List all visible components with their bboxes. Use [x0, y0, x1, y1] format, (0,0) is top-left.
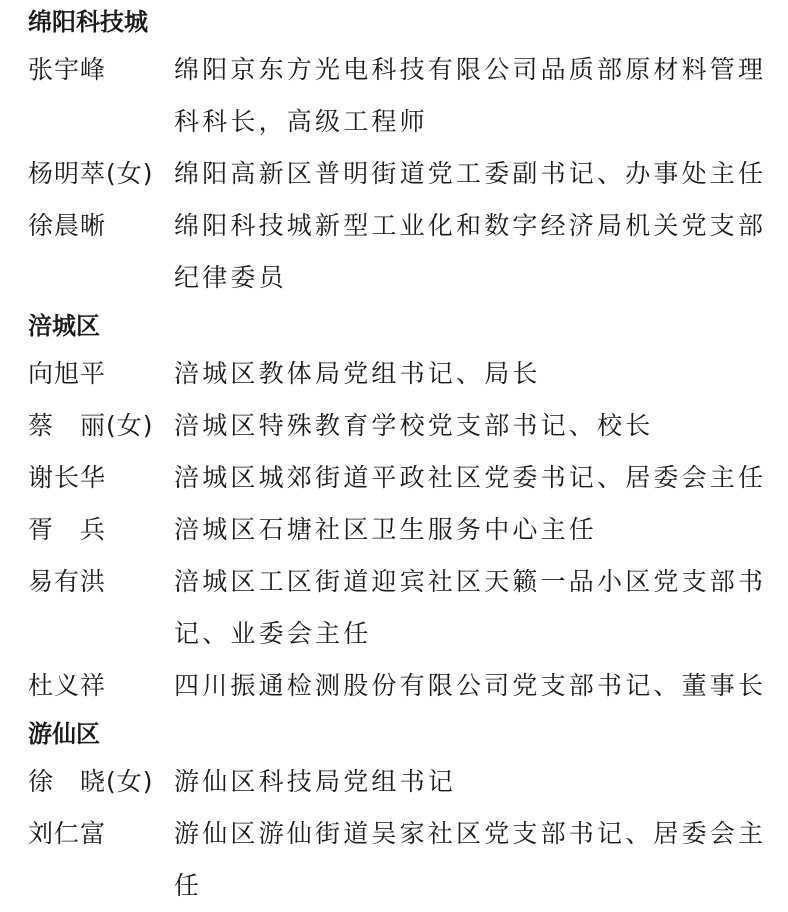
person-name: 谢长华 — [28, 463, 107, 492]
person-name: 杨明萃(女) — [28, 159, 154, 188]
person-title — [174, 660, 780, 712]
person-name: 胥 兵 — [28, 515, 107, 544]
section-title: 涪城区 — [28, 312, 100, 340]
person-name: 易有洪 — [28, 567, 107, 596]
list-item — [28, 556, 780, 660]
person-title — [174, 556, 780, 660]
title-line: 涪城区工区街道迎宾社区天籁一品小区党支部书 — [174, 567, 767, 596]
section-title: 游仙区 — [28, 720, 100, 748]
title-line: 绵阳京东方光电科技有限公司品质部原材料管理 — [174, 55, 767, 84]
list-item — [28, 200, 780, 304]
title-line: 绵阳高新区普明街道党工委副书记、办事处主任 — [174, 159, 767, 188]
title-line: 涪城区教体局党组书记、局长 — [174, 359, 541, 388]
person-name: 蔡 丽(女) — [28, 411, 154, 440]
title-line: 纪律委员 — [174, 263, 287, 292]
person-name: 刘仁富 — [28, 819, 107, 848]
list-item — [28, 452, 780, 504]
title-line: 记、业委会主任 — [174, 619, 372, 648]
section-youxian-district — [28, 712, 780, 912]
list-item — [28, 348, 780, 400]
title-line: 四川振通检测股份有限公司党支部书记、董事长 — [174, 671, 767, 700]
list-item — [28, 44, 780, 148]
title-line: 绵阳科技城新型工业化和数字经济局机关党支部 — [174, 211, 767, 240]
title-line: 游仙区科技局党组书记 — [174, 767, 457, 796]
person-name: 张宇峰 — [28, 55, 107, 84]
person-name: 徐 晓(女) — [28, 767, 154, 796]
person-title — [174, 348, 780, 400]
list-item — [28, 504, 780, 556]
list-item — [28, 808, 780, 912]
section-mianyang-tech-city — [28, 0, 780, 304]
person-title — [174, 200, 780, 304]
list-item — [28, 400, 780, 452]
list-item — [28, 148, 780, 200]
list-item — [28, 756, 780, 808]
section-fucheng-district — [28, 304, 780, 712]
person-name: 向旭平 — [28, 359, 107, 388]
person-title — [174, 44, 780, 148]
person-title — [174, 808, 780, 912]
person-title — [174, 400, 780, 452]
title-line: 科科长，高级工程师 — [174, 107, 428, 136]
document-body — [28, 0, 780, 912]
title-line: 涪城区城郊街道平政社区党委书记、居委会主任 — [174, 463, 767, 492]
person-title — [174, 452, 780, 504]
person-name: 徐晨晰 — [28, 211, 107, 240]
person-title — [174, 756, 780, 808]
title-line: 涪城区特殊教育学校党支部书记、校长 — [174, 411, 654, 440]
title-line: 涪城区石塘社区卫生服务中心主任 — [174, 515, 598, 544]
person-title — [174, 148, 780, 200]
list-item — [28, 660, 780, 712]
person-title — [174, 504, 780, 556]
title-line: 游仙区游仙街道吴家社区党支部书记、居委会主任 — [174, 819, 767, 900]
section-title: 绵阳科技城 — [28, 8, 148, 36]
person-name: 杜义祥 — [28, 671, 107, 700]
